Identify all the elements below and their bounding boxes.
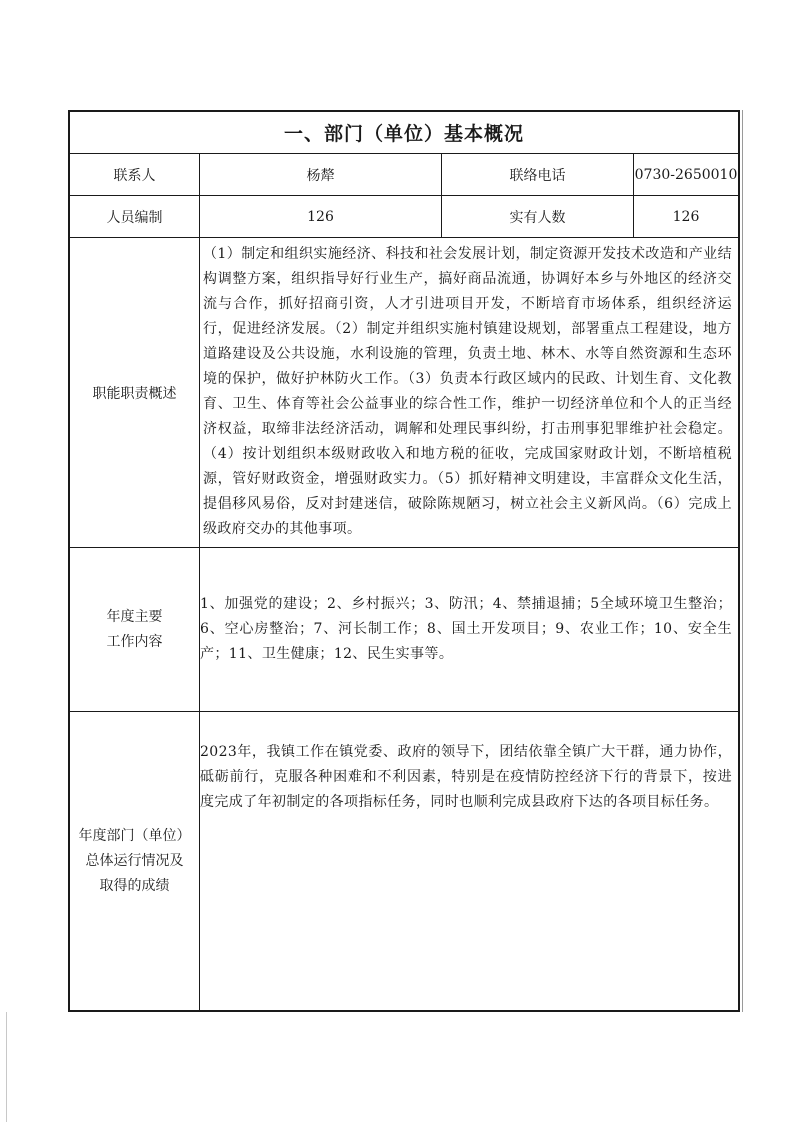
staff-actual-label: 实有人数 bbox=[442, 196, 634, 237]
annual-work-row bbox=[70, 548, 738, 712]
duties-row bbox=[70, 238, 738, 548]
staff-row bbox=[70, 196, 738, 238]
staff-actual-value: 126 bbox=[672, 208, 700, 225]
staff-quota-value: 126 bbox=[200, 196, 442, 237]
phone-value: 0730-2650010 bbox=[634, 166, 738, 183]
annual-work-label-line1: 年度主要 bbox=[106, 608, 163, 625]
annual-work-label-line2: 工作内容 bbox=[106, 633, 163, 650]
annual-performance-label bbox=[70, 712, 200, 1010]
annual-performance-text: 2023年，我镇工作在镇党委、政府的领导下，团结依靠全镇广大干群，通力协作，砥砺前行，克服各种困难和不利因素，特别是在疫情防控经济下行的背景下，按进度完成了年初制定的各项指标任务，同时也顺利完成县政府下达的各项目标任务。 bbox=[200, 744, 732, 810]
contact-label: 联系人 bbox=[70, 154, 200, 195]
annual-work-cell bbox=[200, 548, 738, 711]
annual-performance-cell bbox=[200, 712, 738, 1010]
contact-name: 杨犛 bbox=[200, 154, 442, 195]
annual-performance-label-line3: 取得的成绩 bbox=[99, 877, 170, 894]
annual-work-text: 1、加强党的建设；2、乡村振兴；3、防汛；4、禁捕退捕；5全域环境卫生整治；6、空心房整治；7、河长制工作；8、国土开发项目；9、农业工作；10、安全生产；11、卫生健康；12、民生实事等。 bbox=[200, 596, 732, 662]
phone-label: 联络电话 bbox=[442, 154, 634, 195]
table-title: 一、部门（单位）基本概况 bbox=[70, 112, 738, 154]
duties-label: 职能职责概述 bbox=[70, 238, 200, 547]
scan-edge-mark bbox=[6, 1012, 7, 1122]
staff-quota-label: 人员编制 bbox=[70, 196, 200, 237]
table-edge-shadow bbox=[742, 110, 743, 1012]
overview-table bbox=[68, 110, 740, 1012]
contact-row bbox=[70, 154, 738, 196]
annual-work-label bbox=[70, 548, 200, 711]
duties-text: （1）制定和组织实施经济、科技和社会发展计划，制定资源开发技术改造和产业结构调整方案，组织指导好行业生产，搞好商品流通，协调好本乡与外地区的经济交流与合作，抓好招商引资，人才引进项目开发，不断培育市场体系，组织经济运行，促进经济发展。（2）制定并组织实施村镇建设规划，部署重点工程建设，地方道路建设及公共设施，水利设施的管理，负责土地、林木、水等自然资源和生态环境的保护，做好护林防火工作。（3）负责本行政区域内的民政、计划生育、文化教育、卫生、体育等社会公益事业的综合性工作，维护一切经济单位和个人的正当经济权益，取缔非法经济活动，调解和处理民事纠纷，打击刑事犯罪维护社会稳定。（4）按计划组织本级财政收入和地方税的征收，完成国家财政计划，不断培植税源，管好财政资金，增强财政实力。（5）抓好精神文明建设，丰富群众文化生活，提倡移风易俗，反对封建迷信，破除陈规陋习，树立社会主义新风尚。（6）完成上级政府交办的其他事项。 bbox=[203, 246, 732, 537]
annual-performance-label-line1: 年度部门（单位） bbox=[78, 827, 191, 844]
annual-performance-label-line2: 总体运行情况及 bbox=[85, 852, 184, 869]
annual-performance-row bbox=[70, 712, 738, 1010]
duties-cell bbox=[200, 238, 738, 547]
